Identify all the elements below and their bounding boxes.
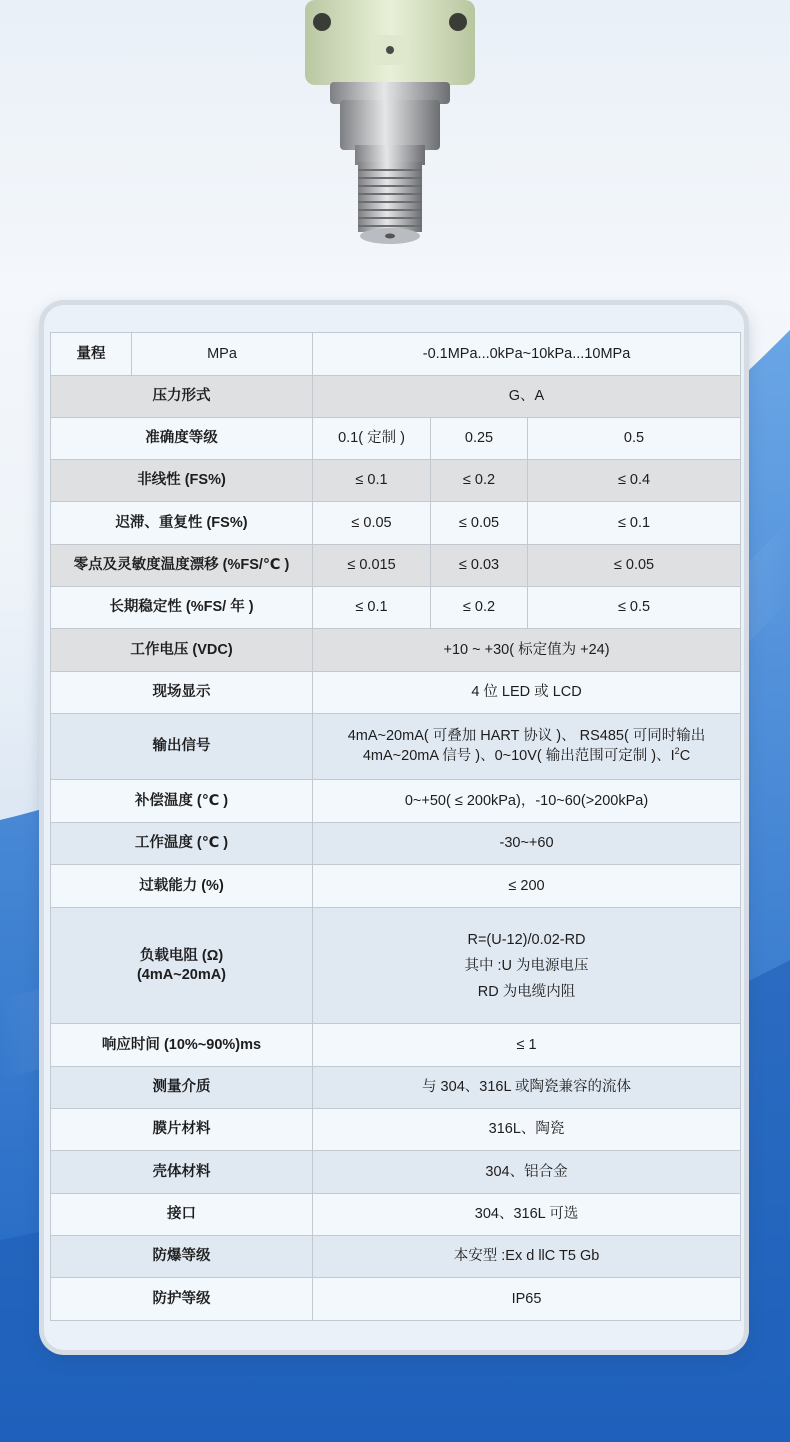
param-response-time: 响应时间 (10%~90%)ms xyxy=(51,1024,313,1067)
value-display: 4 位 LED 或 LCD xyxy=(313,672,741,714)
table-row xyxy=(51,333,741,376)
table-row xyxy=(51,1067,741,1109)
value-comp-temp: 0~+50( ≤ 200kPa)，-10~60(>200kPa) xyxy=(313,780,741,823)
param-nonlinearity: 非线性 (FS%) xyxy=(51,460,313,502)
value-medium: 与 304、316L 或陶瓷兼容的流体 xyxy=(313,1067,741,1109)
value-temp-drift-1: ≤ 0.015 xyxy=(313,545,431,587)
table-row xyxy=(51,629,741,672)
value-nonlinearity-1: ≤ 0.1 xyxy=(313,460,431,502)
value-temp-drift-2: ≤ 0.03 xyxy=(431,545,528,587)
param-medium: 测量介质 xyxy=(51,1067,313,1109)
param-output: 输出信号 xyxy=(51,714,313,780)
value-overload: ≤ 200 xyxy=(313,865,741,908)
spec-table xyxy=(50,332,741,1321)
value-output-line2 xyxy=(317,746,736,766)
value-stability-3: ≤ 0.5 xyxy=(528,587,741,629)
value-load-resistance xyxy=(313,908,741,1024)
value-voltage: +10 ~ +30( 标定值为 +24) xyxy=(313,629,741,672)
value-protection: IP65 xyxy=(313,1278,741,1321)
table-row xyxy=(51,1151,741,1194)
value-stability-2: ≤ 0.2 xyxy=(431,587,528,629)
table-row xyxy=(51,672,741,714)
value-nonlinearity-2: ≤ 0.2 xyxy=(431,460,528,502)
value-response-time: ≤ 1 xyxy=(313,1024,741,1067)
value-nonlinearity-3: ≤ 0.4 xyxy=(528,460,741,502)
value-hysteresis-1: ≤ 0.05 xyxy=(313,502,431,545)
param-explosion-proof: 防爆等级 xyxy=(51,1236,313,1278)
param-load-resistance xyxy=(51,908,313,1024)
value-stability-1: ≤ 0.1 xyxy=(313,587,431,629)
param-accuracy: 准确度等级 xyxy=(51,418,313,460)
param-protection: 防护等级 xyxy=(51,1278,313,1321)
pressure-transmitter-image xyxy=(300,0,480,250)
param-temp-drift: 零点及灵敏度温度漂移 (%FS/℃ ) xyxy=(51,545,313,587)
value-accuracy-2: 0.25 xyxy=(431,418,528,460)
value-hysteresis-2: ≤ 0.05 xyxy=(431,502,528,545)
param-diaphragm: 膜片材料 xyxy=(51,1109,313,1151)
table-row xyxy=(51,714,741,780)
table-row xyxy=(51,460,741,502)
table-row xyxy=(51,376,741,418)
table-row xyxy=(51,865,741,908)
value-pressure-type: G、A xyxy=(313,376,741,418)
value-range: -0.1MPa...0kPa~10kPa...10MPa xyxy=(313,333,741,376)
param-housing: 壳体材料 xyxy=(51,1151,313,1194)
param-pressure-type: 压力形式 xyxy=(51,376,313,418)
value-load-resistance-line2: 其中 :U 为电源电压 xyxy=(464,957,589,974)
value-accuracy-1: 0.1( 定制 ) xyxy=(313,418,431,460)
table-row xyxy=(51,587,741,629)
value-work-temp: -30~+60 xyxy=(313,823,741,865)
value-load-resistance-line1: R=(U-12)/0.02-RD xyxy=(467,931,586,948)
value-output-line2-text: 4mA~20mA 信号 )、0~10V( 输出范围可定制 )、I xyxy=(362,747,675,764)
value-output-line2-end: C xyxy=(679,747,691,764)
value-hysteresis-3: ≤ 0.1 xyxy=(528,502,741,545)
param-range-label: 量程 xyxy=(51,333,132,376)
param-load-resistance-line2: (4mA~20mA) xyxy=(136,966,227,983)
value-temp-drift-3: ≤ 0.05 xyxy=(528,545,741,587)
value-interface: 304、316L 可选 xyxy=(313,1194,741,1236)
table-row xyxy=(51,1278,741,1321)
param-voltage: 工作电压 (VDC) xyxy=(51,629,313,672)
param-interface: 接口 xyxy=(51,1194,313,1236)
value-output-sup: 2 xyxy=(674,746,680,757)
value-accuracy-3: 0.5 xyxy=(528,418,741,460)
table-row xyxy=(51,823,741,865)
value-explosion-proof: 本安型 :Ex d llC T5 Gb xyxy=(313,1236,741,1278)
table-row xyxy=(51,545,741,587)
value-diaphragm: 316L、陶瓷 xyxy=(313,1109,741,1151)
table-row xyxy=(51,780,741,823)
table-row xyxy=(51,1109,741,1151)
spec-card xyxy=(44,305,744,1350)
value-housing: 304、铝合金 xyxy=(313,1151,741,1194)
param-load-resistance-line1: 负载电阻 (Ω) xyxy=(139,947,224,964)
param-stability: 长期稳定性 (%FS/ 年 ) xyxy=(51,587,313,629)
param-comp-temp: 补偿温度 (℃ ) xyxy=(51,780,313,823)
param-work-temp: 工作温度 (℃ ) xyxy=(51,823,313,865)
table-row xyxy=(51,418,741,460)
param-range-unit: MPa xyxy=(132,333,313,376)
table-row xyxy=(51,908,741,1024)
value-load-resistance-line3: RD 为电缆内阻 xyxy=(477,983,576,1000)
table-row xyxy=(51,1024,741,1067)
param-overload: 过载能力 (%) xyxy=(51,865,313,908)
param-display: 现场显示 xyxy=(51,672,313,714)
table-row xyxy=(51,1194,741,1236)
value-output xyxy=(313,714,741,780)
table-row xyxy=(51,1236,741,1278)
table-row xyxy=(51,502,741,545)
param-hysteresis: 迟滞、重复性 (FS%) xyxy=(51,502,313,545)
value-output-line1: 4mA~20mA( 可叠加 HART 协议 )、 RS485( 可同时输出 xyxy=(347,728,706,745)
